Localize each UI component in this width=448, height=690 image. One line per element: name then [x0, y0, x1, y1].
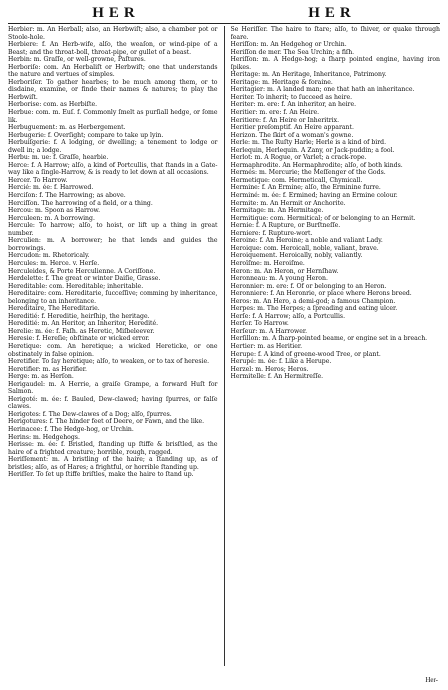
dictionary-entry: Heriſſon: m. A Hedge-hog; a ſharp pointed engine, having iron ſpikes.: [230, 56, 440, 71]
dictionary-entry: Hermitage: m. An Hermitage.: [230, 207, 324, 215]
dictionary-entry: Herupe: f. A kind of greene-wood Tree, or plant.: [230, 350, 381, 358]
dictionary-entry: Heros: m. An Hero, a demi-god; a famous Champion.: [230, 297, 396, 305]
dictionary-entry: Herinacee: f. The Hedge-hog, or Urchin.: [8, 425, 134, 433]
dictionary-entry: Hereditable: com. Hereditable; inheritable.: [8, 282, 144, 290]
dictionary-entry: Herbugerie: f. Overſight; compare to take up lyin.: [8, 131, 164, 139]
dictionary-entry: Herboriſe: com. An Herbaliſt or Herbwiſt; one that understands the nature and vertues of simples.: [8, 63, 218, 79]
dictionary-entry: Heresie: f. Hereſie; obſtinate or wicked error.: [8, 335, 150, 343]
dictionary-entry: Herigotes: f. The Dew-clawes of a Dog; alſo, ſpurres.: [8, 410, 172, 418]
columns: [8, 26, 440, 666]
dictionary-entry: Herminé: m. ée: f. Ermined; having an Ermine colour.: [230, 192, 398, 200]
header-right: HER: [308, 5, 356, 21]
dictionary-entry: Heronnier: m. ere: f. Of or belonging to an Heron.: [230, 282, 387, 290]
dictionary-entry: Herbier: m. An Herball; also, an Herbwiſt; also, a chamber pot or Stoole-hole.: [8, 26, 218, 41]
dictionary-entry: Heriter. To inherit; to ſucceed as heire.: [230, 93, 353, 101]
dictionary-entry: Herbu: m. ue: f. Graſſe, hearbie.: [8, 154, 109, 162]
dictionary-entry: Heretique: com. An heretique; a wicked Hereticke, or one obstinately in false opinion.: [8, 342, 218, 358]
dictionary-entry: Herzel: m. Heros; Heros.: [230, 365, 309, 373]
running-header: [8, 4, 440, 22]
dictionary-entry: Heriſſon: m. An Hedgehog or Urchin.: [230, 41, 347, 49]
dictionary-entry: Heroine: f. An Heroine; a noble and valiant Lady.: [230, 237, 383, 245]
dictionary-entry: Heritiere: f. An Heire or Inheritrix.: [230, 116, 340, 124]
dictionary-entry: Se Heriſſer. The haire to ſtare; alſo, to ſhiver, or quake through feare.: [230, 26, 440, 41]
dictionary-entry: Heronniere: f. An Heronrie, or place where Herons breed.: [230, 290, 412, 298]
dictionary-entry: Herculeides, & Porte Herculienne. A Coriſſone.: [8, 267, 156, 275]
dictionary-entry: Herſeur: m. A Harrower.: [230, 327, 308, 335]
dictionary-entry: Herciſon: f. The Harrowing; as above.: [8, 192, 126, 200]
dictionary-entry: Hermitique: com. Hermitical; of or belonging to an Hermit.: [230, 214, 416, 222]
dictionary-entry: Herculien: m. A borrower; he that lends and guides the borrowings.: [8, 237, 218, 252]
dictionary-entry: Hercules: m. Herce. v. Herſe.: [8, 259, 100, 267]
dictionary-entry: Herciſſon. The harrowing of a field, or a thing.: [8, 199, 153, 207]
dictionary-entry: Herbiere: f. An Herb-wife, alſo, the weaſon, or wind-pipe of a Beast; and the throat-boll, throat-pipe, or gullet of a beast.: [8, 41, 218, 56]
dictionary-entry: Herigotures: f. The hinder feet of Deere, or Fawn, and the like.: [8, 418, 205, 426]
dictionary-entry: Herins: m. Hedgehogs.: [8, 433, 80, 441]
dictionary-entry: Heron: m. An Heron, or Hernſhaw.: [230, 267, 339, 275]
dictionary-entry: Hermite: m. An Hermit or Anchorite.: [230, 199, 346, 207]
dictionary-entry: Hercule: To harrow; alſo, to hoist, or lift up a thing in great number.: [8, 222, 218, 237]
dictionary-entry: Heritage: m. An Heritage, Inheritance, Patrimony.: [230, 71, 387, 79]
dictionary-entry: Hermine: f. An Ermine; alſo, the Erminine furre.: [230, 184, 381, 192]
dictionary-entry: Hereditaire: com. Hereditarie, ſucceſſive; comming by inheritance, belonging to an inheritance.: [8, 290, 218, 305]
right-column: [231, 26, 441, 666]
dictionary-entry: Herdelette: f. The great or winter Daiſie, Grasse.: [8, 275, 161, 283]
dictionary-entry: Heritagier: m. A landed man; one that hath an inheritance.: [230, 86, 415, 94]
dictionary-entry: Heriſſement: m. A bristling of the haire; a ſtanding up, as of bristles; alſo, as of Hares; a frightful, or horrible ſtanding up.: [8, 456, 218, 471]
dictionary-entry: Herigaudel: m. A Herrie, a graiſe Grampe, a forward Huſt for Salmon.: [8, 380, 218, 396]
dictionary-entry: Hermitelle: f. An Hermitreſſe.: [230, 373, 324, 381]
dictionary-entry: Hercudon: m. Rhetoricaly.: [8, 252, 90, 260]
dictionary-entry: Heroïſme: m. Heroiſme.: [230, 259, 305, 267]
dictionary-entry: Herbin: m. Graſſe, or well-growne, Paſtures.: [8, 56, 146, 64]
dictionary-entry: Hercié: m. ée: f. Harrowed.: [8, 184, 94, 192]
dictionary-entry: Hernie: f. A Rupture, or Burſtneſſe.: [230, 222, 341, 230]
dictionary-entry: Herbuiſgerie: f. A lodging, or dwelling; a tenement to lodge or dwell in; a lodge.: [8, 139, 218, 154]
dictionary-entry: Heritier: m. ere: f. An Heire.: [230, 109, 320, 117]
dictionary-entry: Herborise: com. as Herbiſte.: [8, 101, 98, 109]
left-column: [8, 26, 218, 666]
dictionary-entry: Hertier: m. as Heritier.: [230, 342, 303, 350]
dictionary-entry: Hereditaire, The Hereditarie.: [8, 305, 100, 313]
dictionary-entry: Herizon. The ſkirt of a woman's gowne.: [230, 131, 354, 139]
dictionary-entry: Heroiquement. Heroically, nobly, valiantly.: [230, 252, 363, 260]
dictionary-entry: Herlequin, Herlequin. A Zany, or Jack-puddin; a fool.: [230, 146, 395, 154]
dictionary-entry: Hercou: m. Spoon as Harrow.: [8, 207, 101, 215]
dictionary-entry: Herigoté: m. ée: f. Bauled, Dew-clawed; having ſpurres, or falſe clawes.: [8, 395, 218, 411]
dictionary-entry: Herlot: m. A Rogue, or Varlet; a crack-rope.: [230, 154, 367, 162]
header-rule: [8, 23, 440, 24]
dictionary-entry: Heriſſon de mer. The Sea Urchin; a fiſh.: [230, 48, 355, 56]
dictionary-entry: Hermetique: com. Hermeticall, Chymicall.: [230, 176, 363, 184]
dictionary-entry: Herisse: m. ée: f. Bristled, ſtanding up ſtiffe & brisſtled, as the haire of a frighted creature; horrible, rough, ragged.: [8, 441, 218, 456]
dictionary-entry: Herge: m. as Herſon.: [8, 373, 74, 381]
header-left: HER: [92, 5, 140, 21]
column-divider: [224, 26, 225, 666]
dictionary-entry: Herſillon: m. A ſharp-pointed beame, or engine set in a breach.: [230, 335, 428, 343]
dictionary-entry: Heretifier: m. as Herifier.: [8, 365, 87, 373]
dictionary-entry: Herbue: com. m. Euſ. f. Commonly ſmelt as purſiall hedge, or ſome lik.: [8, 109, 218, 124]
dictionary-entry: Hermaphrodite. An Hermaphrodite; alſo, of both kinds.: [230, 161, 403, 169]
dictionary-entry: Hereditié: m. An Heritor, an Inheritor, Heredité.: [8, 320, 159, 328]
dictionary-entry: Herce: f. A Harrow; alſo, a kind of Portcullis, that ſtands in a Gate-way like a ſingle-Harrow, & is ready to let down at all occasions.: [8, 161, 218, 177]
dictionary-entry: Heretifier. To ſay heretique; alſo, to weaken, or to tax of heresie.: [8, 358, 210, 366]
dictionary-entry: Heritier preſomptif. An Heire apparant.: [230, 124, 354, 132]
dictionary-entry: Hermés: m. Mercurie; the Meſſenger of the Gods.: [230, 169, 386, 177]
dictionary-entry: Herculeen: m. A borrowing.: [8, 214, 95, 222]
dictionary-entry: Herboriſer. To gather hearbes; to be much among them, or to disdaine, examine, or finde their names & natures; to play the Herbwiſt.: [8, 78, 218, 101]
dictionary-entry: Herelie: m. ée: f. Faſh. as Heretic, Miſbeleever.: [8, 327, 155, 335]
dictionary-entry: Heriter: m. ere: f. An inheritor, an heire.: [230, 101, 357, 109]
dictionary-entry: Herupé: m. ée: f. Like a Herupe.: [230, 358, 332, 366]
dictionary-entry: Heroique: com. Heroicall, noble, valiant, brave.: [230, 244, 379, 252]
dictionary-entry: Herſer. To Harrow.: [230, 320, 289, 328]
catchword: Her-: [425, 676, 438, 684]
dictionary-entry: Hercer. To Harrow.: [8, 176, 68, 184]
dictionary-entry: Herpes: m. The Herpes; a ſpreading and eating ulcer.: [230, 305, 398, 313]
dictionary-entry: Hereditié: f. Hereditie, heirſhip, the heritage.: [8, 312, 150, 320]
dictionary-entry: Heronneau: m. A young Heron.: [230, 275, 328, 283]
dictionary-entry: Herle: m. The Ruſty Harle; Herle is a kind of bird.: [230, 139, 387, 147]
dictionary-entry: Herſe: f. A Harrow; alſo, a Portcullis.: [230, 312, 346, 320]
dictionary-entry: Heritage: m. Heritage & foraine.: [230, 78, 333, 86]
dictionary-entry: Heriſſer. To ſet up ſtiffe briſtles, make the haire to ſtand up.: [8, 471, 194, 479]
dictionary-entry: Herniere: f. Rupture-wort.: [230, 229, 313, 237]
dictionary-entry: Herbuguement: m. as Herbergement.: [8, 124, 126, 132]
